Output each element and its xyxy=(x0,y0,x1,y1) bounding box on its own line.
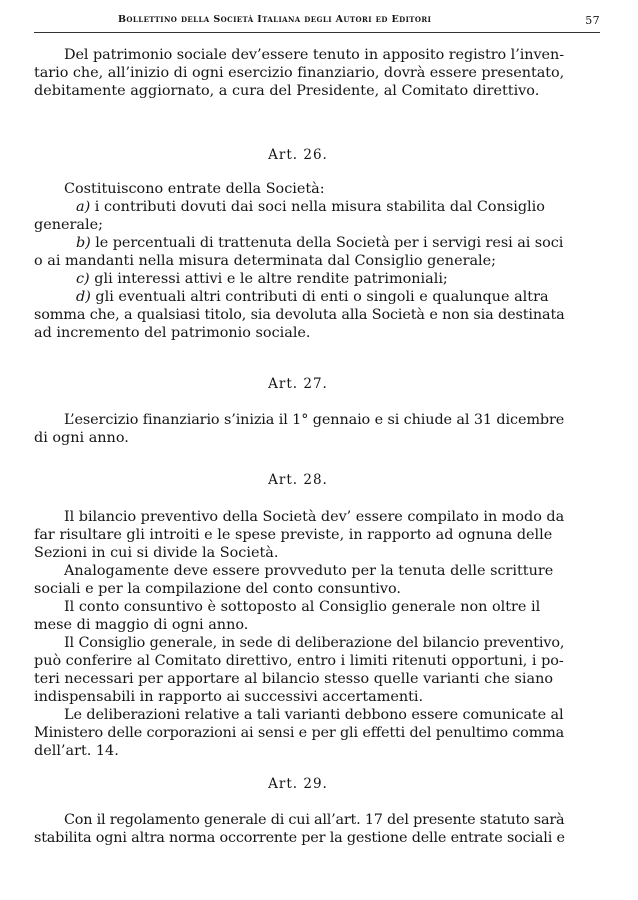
text-line: Sezioni in cui si divide la Società. xyxy=(34,545,279,561)
text-line: dell’art. 14. xyxy=(34,743,119,759)
article-heading-29: Art. 29. xyxy=(268,776,328,792)
text-line: Ministero delle corporazioni ai sensi e per gli effetti del penultimo comma xyxy=(34,725,565,741)
article-heading-26: Art. 26. xyxy=(268,147,328,163)
text-line: Con il regolamento generale di cui all’art. 17 del presente statuto sarà xyxy=(64,812,565,828)
list-item: b) le percentuali di trattenuta della Società per i servigi resi ai soci xyxy=(76,235,564,251)
text-line: generale; xyxy=(34,217,103,233)
item-marker: d) xyxy=(76,289,91,305)
item-marker: b) xyxy=(76,235,91,251)
text-line: Il bilancio preventivo della Società dev’ essere compilato in modo da xyxy=(64,509,565,525)
text-line: ad incremento del patrimonio sociale. xyxy=(34,325,311,341)
article-26-body xyxy=(34,180,564,342)
text-line: debitamente aggiornato, a cura del Presidente, al Comitato direttivo. xyxy=(34,83,540,99)
article-28-body xyxy=(34,508,564,760)
list-item: a) i contributi dovuti dai soci nella misura stabilita dal Consiglio xyxy=(76,199,545,215)
page-number: 57 xyxy=(585,14,600,27)
item-marker: a) xyxy=(76,199,91,215)
text-line: indispensabili in rapporto ai successivi accertamenti. xyxy=(34,689,424,705)
article-27-body xyxy=(34,411,564,447)
article-heading-28: Art. 28. xyxy=(268,472,328,488)
intro-paragraph xyxy=(34,46,564,100)
list-item: d) gli eventuali altri contributi di enti o singoli e qualunque altra xyxy=(76,289,549,305)
item-marker: c) xyxy=(76,271,90,287)
text-line: far risultare gli introiti e le spese previste, in rapporto ad ognuna delle xyxy=(34,527,553,543)
text-line: Le deliberazioni relative a tali varianti debbono essere comunicate al xyxy=(64,707,564,723)
text-line: Analogamente deve essere provveduto per la tenuta delle scritture xyxy=(64,563,554,579)
text-line: mese di maggio di ogni anno. xyxy=(34,617,249,633)
header-rule xyxy=(34,32,600,33)
text-line: tario che, all’inizio di ogni esercizio finanziario, dovrà essere presentato, xyxy=(34,65,565,81)
article-29-body xyxy=(34,811,564,847)
text-line: Il Consiglio generale, in sede di deliberazione del bilancio preventivo, xyxy=(64,635,565,651)
list-item: c) gli interessi attivi e le altre rendite patrimoniali; xyxy=(76,271,448,287)
text-line: Del patrimonio sociale dev’essere tenuto in apposito registro l’inven- xyxy=(64,47,564,63)
text-line: somma che, a qualsiasi titolo, sia devoluta alla Società e non sia destinata xyxy=(34,307,565,323)
journal-title: Bollettino della Società Italiana degli Autori ed Editori xyxy=(118,14,432,25)
article-heading-27: Art. 27. xyxy=(268,376,328,392)
text-line: di ogni anno. xyxy=(34,430,129,446)
text-line: o ai mandanti nella misura determinata dal Consiglio generale; xyxy=(34,253,497,269)
text-line: stabilita ogni altra norma occorrente per la gestione delle entrate sociali e xyxy=(34,830,565,846)
text-line: teri necessari per apportare al bilancio stesso quelle varianti che siano xyxy=(34,671,554,687)
text-line: può conferire al Comitato direttivo, entro i limiti ritenuti opportuni, i po- xyxy=(34,653,564,669)
text-line: L’esercizio finanziario s’inizia il 1° gennaio e si chiude al 31 dicembre xyxy=(64,412,565,428)
text-line: Il conto consuntivo è sottoposto al Consiglio generale non oltre il xyxy=(64,599,541,615)
text-line: Costituiscono entrate della Società: xyxy=(64,181,325,197)
text-line: sociali e per la compilazione del conto consuntivo. xyxy=(34,581,402,597)
